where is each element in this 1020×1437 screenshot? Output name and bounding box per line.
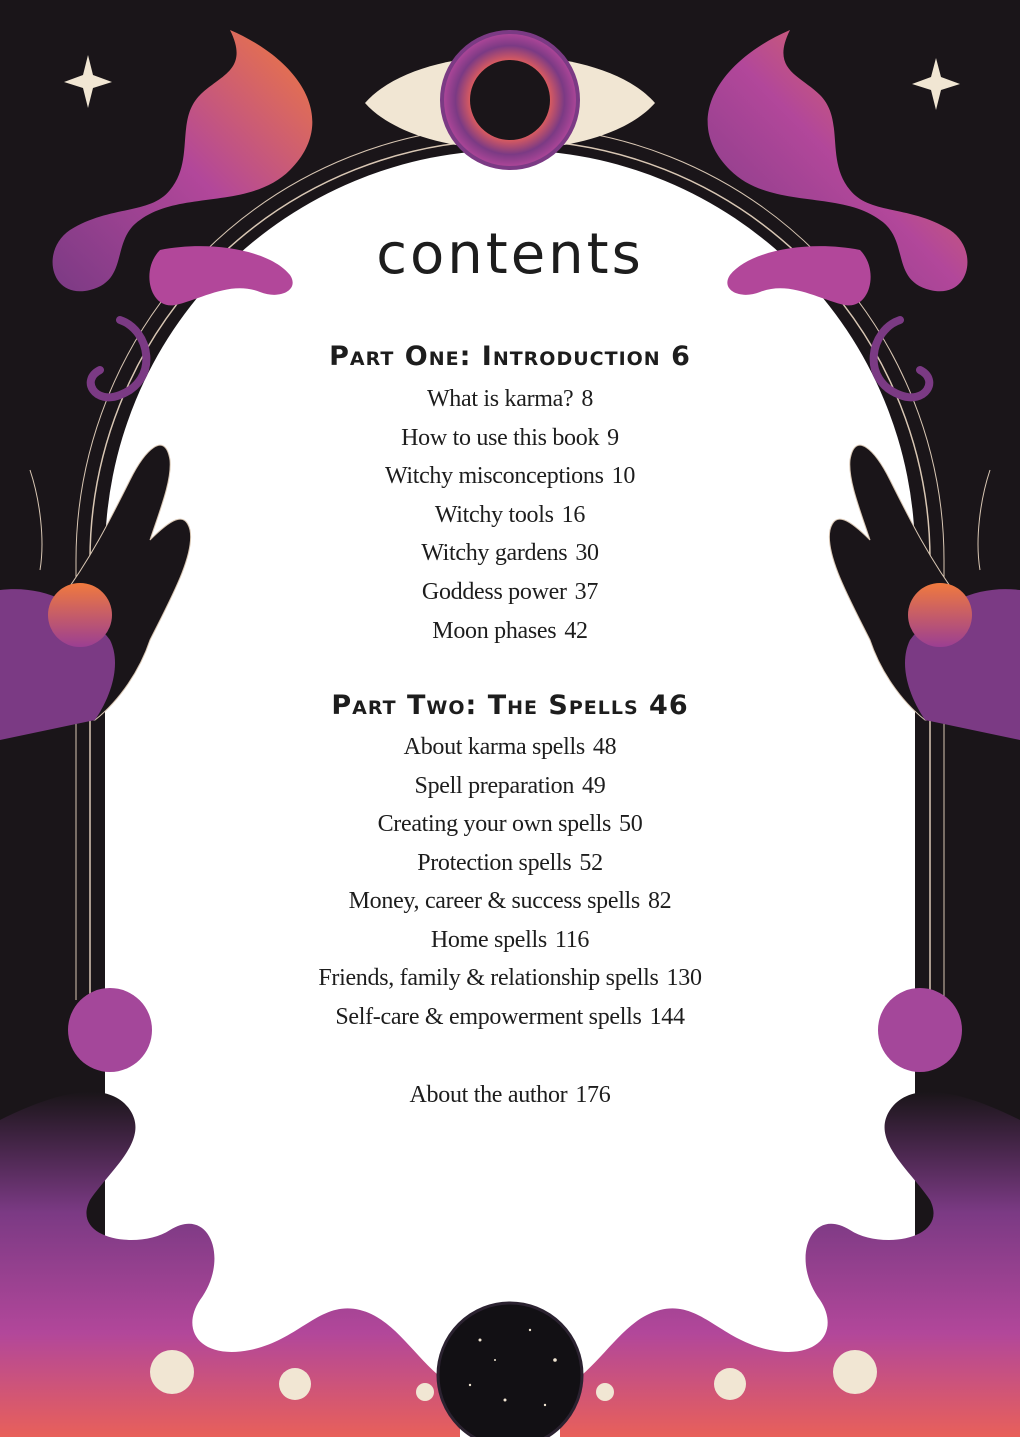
toc-page-number: 130 <box>666 965 702 991</box>
toc-page-number: 42 <box>564 618 588 644</box>
toc-item-label: Witchy misconceptions <box>384 463 604 489</box>
toc-page-number: 16 <box>561 502 586 528</box>
toc-item[interactable] <box>0 811 1020 838</box>
toc-item[interactable] <box>0 1004 1020 1031</box>
toc-item-label: Moon phases <box>432 618 557 644</box>
toc-item-label: Self-care & empowerment spells <box>335 1004 642 1030</box>
toc-page-number: 9 <box>607 425 619 451</box>
toc-item[interactable] <box>0 888 1020 915</box>
toc-item-label: About the author <box>409 1082 568 1108</box>
toc-item-label: Money, career & success spells <box>348 888 640 914</box>
toc-item-label: Witchy gardens <box>421 540 568 566</box>
toc-item-label: About karma spells <box>403 734 585 760</box>
part-heading: Part One: Introduction 6 <box>329 341 691 372</box>
toc-page-number: 30 <box>575 540 599 566</box>
toc-item[interactable] <box>0 734 1020 761</box>
toc-page-number: 37 <box>574 579 599 605</box>
toc-item[interactable] <box>0 1082 1020 1109</box>
toc-item[interactable] <box>0 579 1020 606</box>
toc-page-number: 48 <box>592 734 617 760</box>
toc-item[interactable] <box>0 850 1020 877</box>
toc-page-number: 144 <box>649 1004 685 1030</box>
toc-page-number: 52 <box>579 850 603 876</box>
toc-page-number: 82 <box>647 888 672 914</box>
toc-item-label: How to use this book <box>401 425 600 451</box>
toc-item-label: Home spells <box>430 927 547 953</box>
toc-item[interactable] <box>0 425 1020 452</box>
toc-item[interactable] <box>0 618 1020 645</box>
toc-item[interactable] <box>0 540 1020 567</box>
page-title: contents <box>376 222 644 287</box>
part-heading: Part Two: The Spells 46 <box>331 690 689 721</box>
toc-page-number: 8 <box>581 386 594 412</box>
toc-item-label: Witchy tools <box>434 502 554 528</box>
toc-item-label: Spell preparation <box>414 773 575 799</box>
toc-item[interactable] <box>0 386 1020 413</box>
toc-item-label: Goddess power <box>421 579 567 605</box>
toc-page-number: 116 <box>554 927 590 953</box>
toc-page-number: 49 <box>582 773 606 799</box>
toc-item[interactable] <box>0 502 1020 529</box>
toc-item-label: What is karma? <box>426 386 574 412</box>
toc-item[interactable] <box>0 773 1020 800</box>
toc-item-label: Protection spells <box>417 850 572 876</box>
toc-item[interactable] <box>0 927 1020 954</box>
toc-item-label: Friends, family & relationship spells <box>318 965 659 991</box>
toc-item-label: Creating your own spells <box>377 811 612 837</box>
toc-item[interactable] <box>0 463 1020 490</box>
toc-page-number: 10 <box>611 463 636 489</box>
toc-page-number: 50 <box>619 811 643 837</box>
toc-page-number: 176 <box>575 1082 611 1108</box>
toc-item[interactable] <box>0 965 1020 992</box>
